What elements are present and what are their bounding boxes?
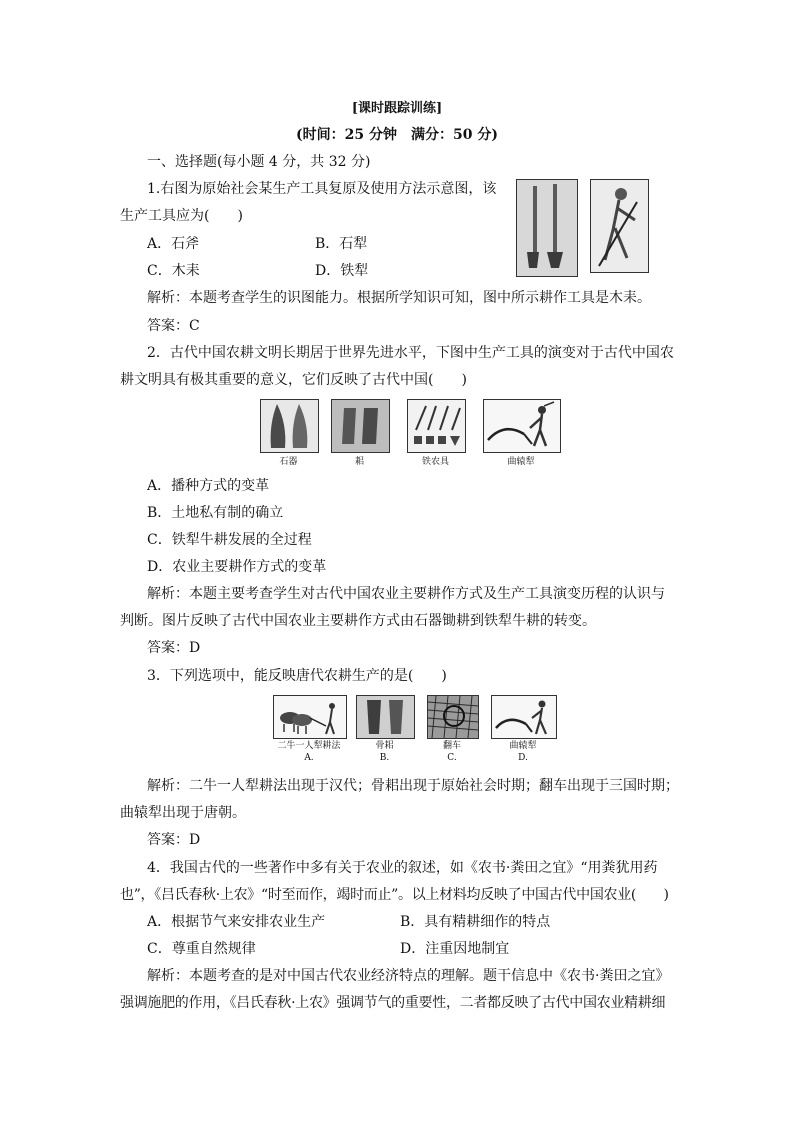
q4-stem-line1: 4．我国古代的一些著作中多有关于农业的叙述，如《农书·粪田之宜》“用粪犹用药 xyxy=(147,860,658,876)
q4-analysis-line2: 强调施肥的作用，《吕氏春秋·上农》强调节气的重要性，二者都反映了古代中国农业精耕细 xyxy=(120,995,666,1011)
q2-caption-plough: 曲辕犁 xyxy=(507,457,535,467)
q3-letter-a: A. xyxy=(304,753,314,763)
q1-option-d: D．铁犁 xyxy=(315,263,369,279)
q4-option-d: D．注重因地制宜 xyxy=(400,941,510,957)
q3-letter-c: C. xyxy=(447,753,457,763)
q2-iron-tools-image xyxy=(407,399,466,453)
q2-caption-iron: 铁农具 xyxy=(421,457,449,467)
q1-option-a: A．石斧 xyxy=(147,236,200,252)
q4-stem-line2: 也”，《吕氏春秋·上农》“时至而作，竭时而止”。以上材料均反映了中国古代中国农业( ) xyxy=(120,887,669,903)
q2-curved-plough-image xyxy=(483,399,561,453)
q2-stem-line2: 耕文明具有极其重要的意义，它们反映了古代中国( ) xyxy=(120,372,467,388)
q1-answer: 答案：C xyxy=(147,318,200,334)
q3-caption-b: 骨耜 xyxy=(375,741,394,751)
q3-bone-si-image xyxy=(356,695,415,739)
q1-tool-replica-image xyxy=(516,179,578,277)
q3-water-wheel-image xyxy=(427,695,479,739)
q3-caption-c: 翻车 xyxy=(442,741,461,751)
q2-answer: 答案：D xyxy=(147,640,201,656)
q2-caption-stone: 石器 xyxy=(279,457,298,467)
q2-stem-line1: 2．古代中国农耕文明长期居于世界先进水平，下图中生产工具的演变对于古代中国农 xyxy=(147,345,674,361)
q4-option-a: A．根据节气来安排农业生产 xyxy=(147,914,326,930)
q1-option-b: B．石犁 xyxy=(315,236,368,252)
q2-option-d: D．农业主要耕作方式的变革 xyxy=(147,559,327,575)
q2-option-c: C．铁犁牛耕发展的全过程 xyxy=(147,532,312,548)
q3-answer: 答案：D xyxy=(147,832,201,848)
q2-caption-si: 耜 xyxy=(354,457,364,467)
q3-curved-plough-image xyxy=(491,695,557,739)
q2-stone-tools-image xyxy=(260,399,319,453)
q2-si-tool-image xyxy=(331,399,390,453)
q1-stem-line1: 1.右图为原始社会某生产工具复原及使用方法示意图，该 xyxy=(147,181,497,197)
q2-analysis-line1: 解析：本题主要考查学生对古代中国农业主要耕作方式及生产工具演变历程的认识与 xyxy=(147,586,665,602)
q2-option-b: B．土地私有制的确立 xyxy=(147,505,284,521)
time-info: (时间：25 分钟 满分：50 分) xyxy=(296,127,498,143)
q1-stem-line2: 生产工具应为( ) xyxy=(120,208,243,224)
q1-usage-illustration xyxy=(590,179,649,273)
q2-option-a: A．播种方式的变革 xyxy=(147,478,270,494)
q1-analysis: 解析：本题考查学生的识图能力。根据所学知识可知，图中所示耕作工具是木耒。 xyxy=(147,290,651,306)
q3-caption-d: 曲辕犁 xyxy=(509,741,537,751)
q3-analysis-line2: 曲辕犁出现于唐朝。 xyxy=(120,805,246,821)
q3-letter-d: D. xyxy=(518,753,528,763)
q4-analysis-line1: 解析：本题考查的是对中国古代农业经济特点的理解。题干信息中《农书·粪田之宜》 xyxy=(147,968,670,984)
q3-analysis-line1: 解析：二牛一人犁耕法出现于汉代；骨耜出现于原始社会时期；翻车出现于三国时期； xyxy=(147,778,679,794)
q3-oxen-plough-image xyxy=(273,695,347,739)
section-heading: 一、选择题(每小题 4 分，共 32 分) xyxy=(147,154,371,170)
q2-analysis-line2: 判断。图片反映了古代中国农业主要耕作方式由石器锄耕到铁犁牛耕的转变。 xyxy=(120,613,596,629)
q3-letter-b: B. xyxy=(379,753,390,763)
q3-stem: 3．下列选项中，能反映唐代农耕生产的是( ) xyxy=(147,668,447,684)
q4-option-b: B．具有精耕细作的特点 xyxy=(400,914,551,930)
q3-caption-a: 二牛一人犁耕法 xyxy=(277,741,341,751)
q4-option-c: C．尊重自然规律 xyxy=(147,941,256,957)
exercise-title: [课时跟踪训练] xyxy=(351,101,443,116)
q1-option-c: C．木耒 xyxy=(147,263,200,279)
